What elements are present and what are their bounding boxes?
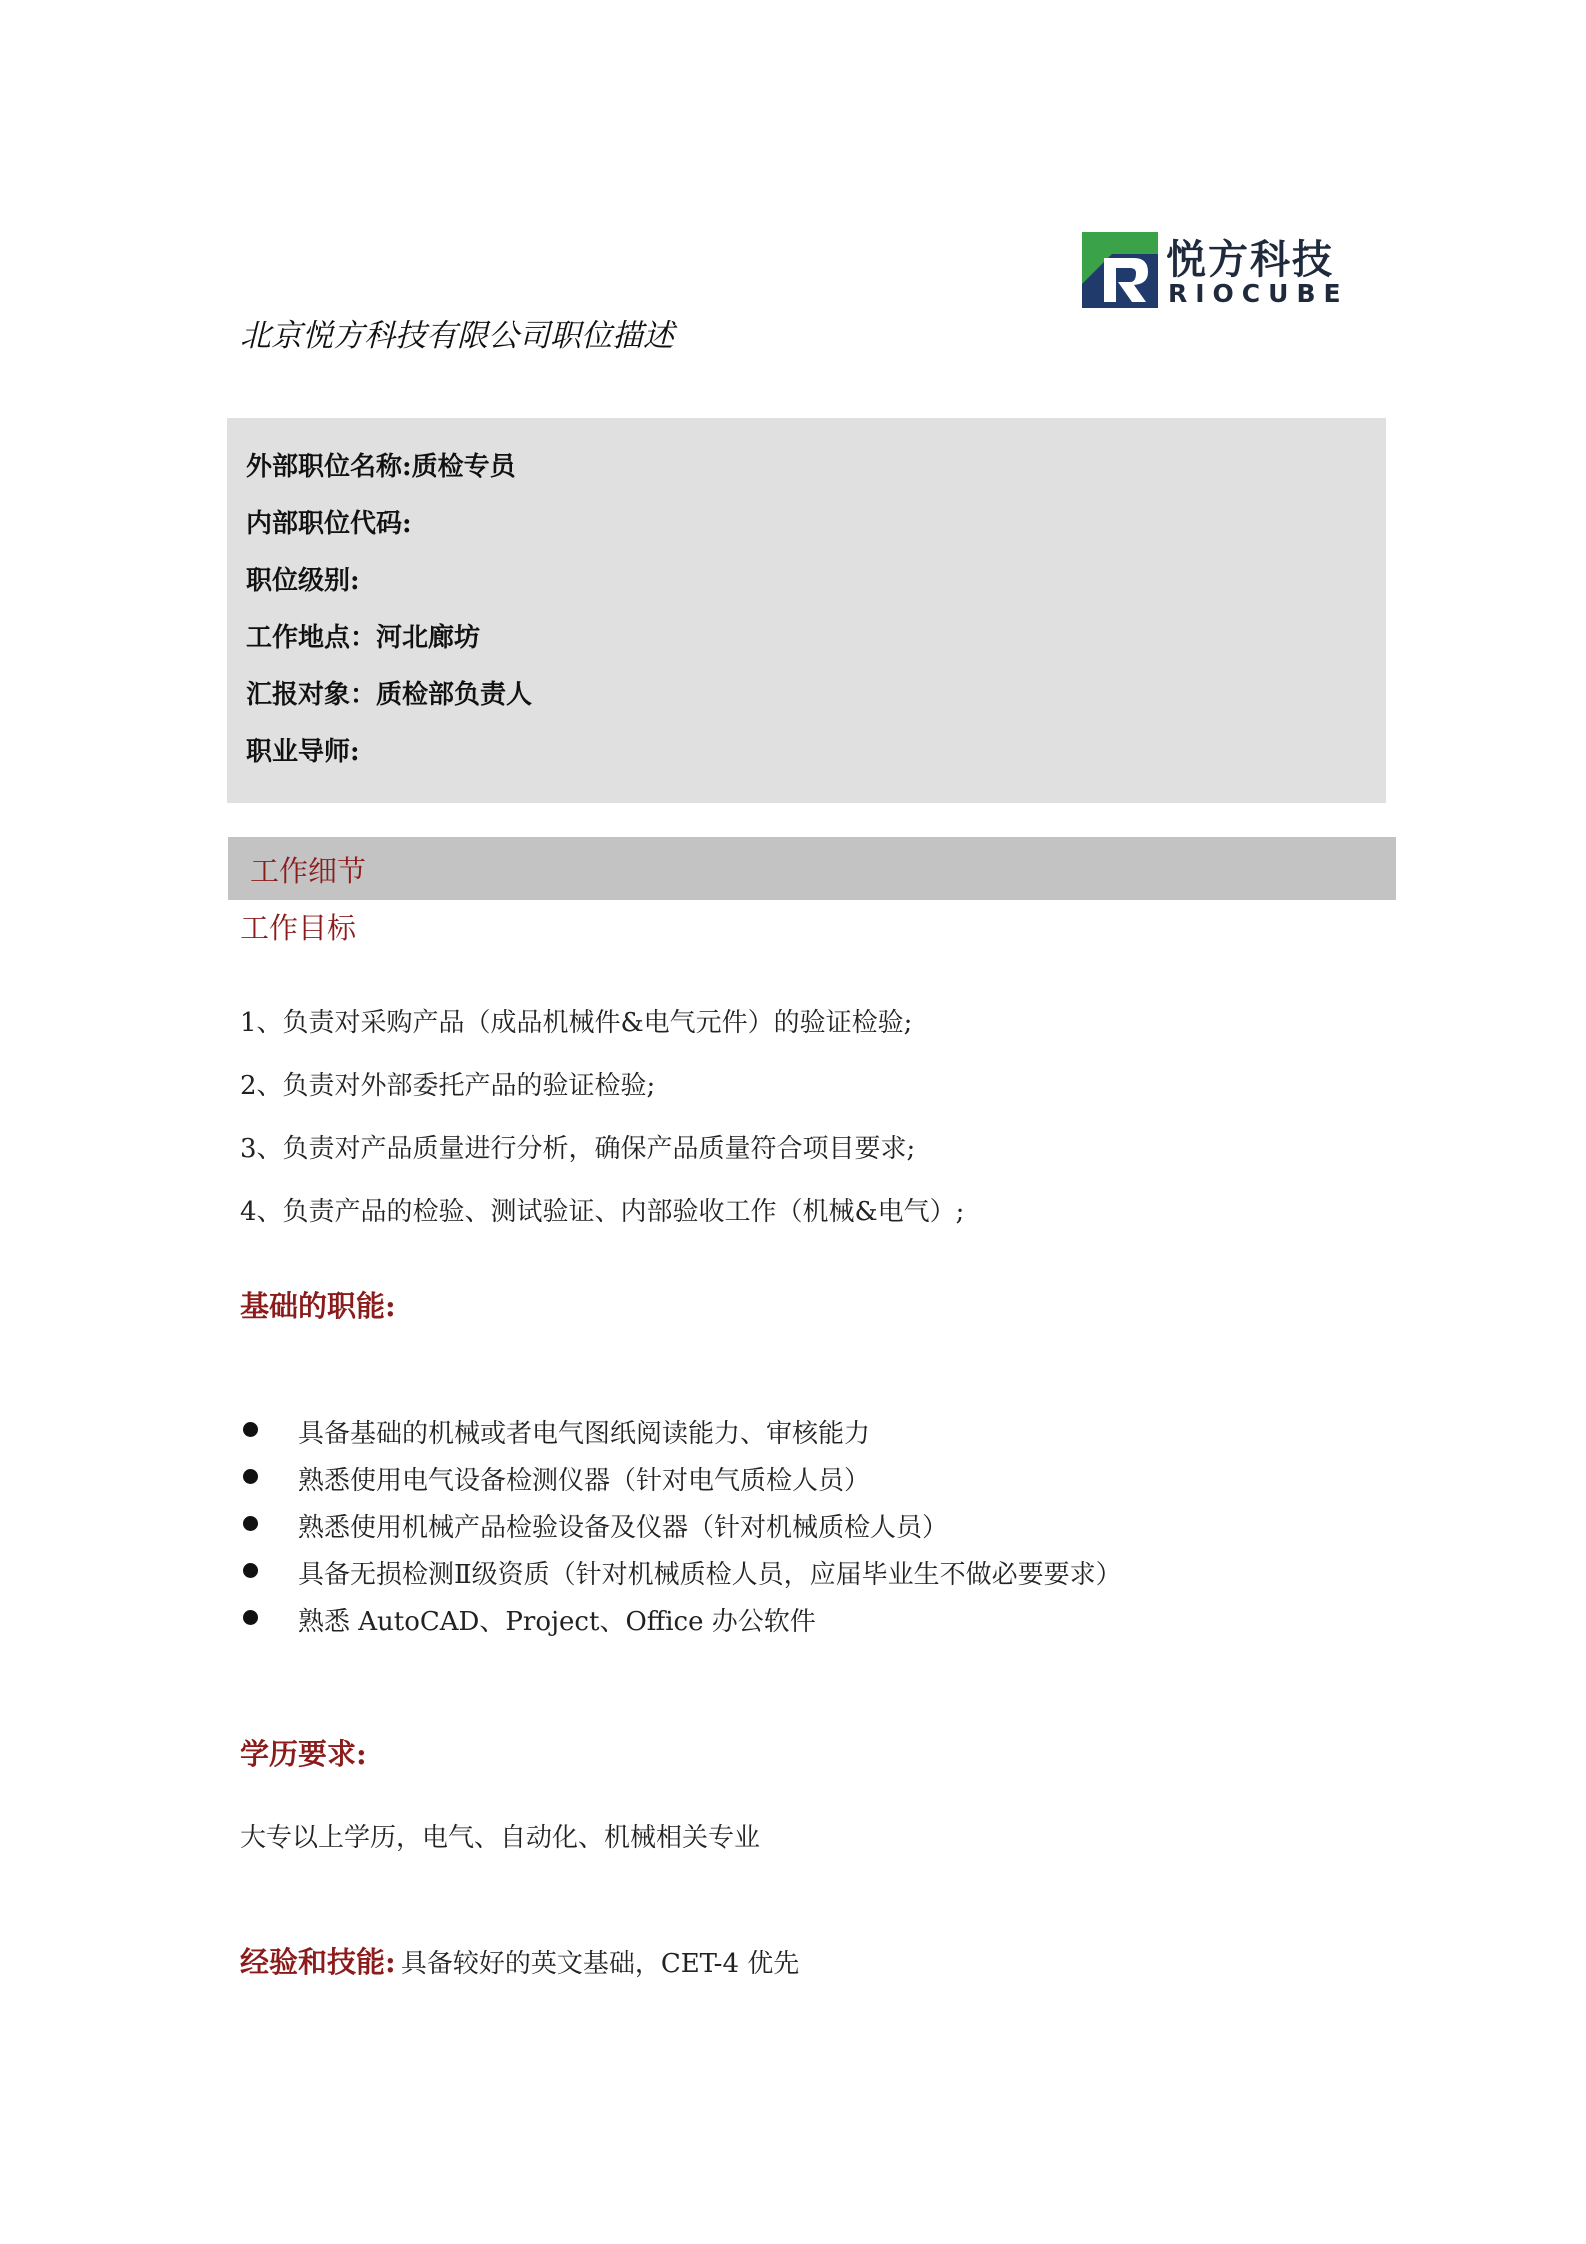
info-label: 职业导师: — [246, 737, 360, 767]
bullet-icon — [243, 1422, 258, 1437]
skill-text: 熟悉使用电气设备检测仪器（针对电气质检人员） — [298, 1466, 871, 1496]
document-title: 北京悦方科技有限公司职位描述 — [240, 318, 674, 354]
skill-text: 具备基础的机械或者电气图纸阅读能力、审核能力 — [298, 1419, 871, 1449]
info-label: 汇报对象： — [246, 680, 377, 710]
bullet-icon — [243, 1563, 258, 1578]
info-row-location — [246, 617, 480, 654]
skill-text: 熟悉使用机械产品检验设备及仪器（针对机械质检人员） — [298, 1513, 949, 1543]
info-row-mentor — [246, 731, 360, 768]
bullet-icon — [243, 1610, 258, 1625]
experience-text: 具备较好的英文基础，CET-4 优先 — [400, 1949, 800, 1979]
logo-english-name: RIOCUBE — [1168, 279, 1349, 308]
skill-text: 具备无损检测Ⅱ级资质（针对机械质检人员，应届毕业生不做必要要求） — [298, 1560, 1122, 1590]
section-header-work-details — [228, 837, 1396, 900]
experience-heading: 经验和技能: — [240, 1945, 396, 1979]
goal-item: 1、负责对采购产品（成品机械件&电气元件）的验证检验; — [240, 1008, 913, 1038]
logo-chinese-name: 悦方科技 — [1166, 237, 1334, 283]
goal-item: 4、负责产品的检验、测试验证、内部验收工作（机械&电气）; — [240, 1197, 965, 1227]
info-row-level — [246, 560, 360, 597]
job-info-box — [227, 418, 1386, 803]
info-value: 质检部负责人 — [376, 680, 533, 710]
info-row-internal-code — [246, 503, 412, 540]
skill-text: 熟悉 AutoCAD、Project、Office 办公软件 — [298, 1607, 816, 1637]
skills-heading: 基础的职能: — [240, 1289, 396, 1323]
info-row-external-title — [246, 446, 516, 483]
riocube-logo-mark — [1082, 232, 1158, 308]
info-value: 河北廊坊 — [376, 623, 481, 653]
info-row-report-to — [246, 674, 532, 711]
education-text: 大专以上学历，电气、自动化、机械相关专业 — [240, 1823, 761, 1853]
education-heading: 学历要求: — [240, 1737, 367, 1771]
section-header-label: 工作细节 — [250, 854, 367, 888]
company-logo — [1082, 232, 1357, 310]
experience-line — [240, 1940, 799, 1981]
bullet-icon — [243, 1469, 258, 1484]
info-label: 职位级别: — [246, 566, 360, 596]
goal-item: 2、负责对外部委托产品的验证检验; — [240, 1071, 656, 1101]
info-value: 质检专员 — [411, 452, 516, 482]
info-label: 外部职位名称: — [246, 452, 412, 482]
goals-heading: 工作目标 — [240, 911, 357, 945]
info-label: 内部职位代码: — [246, 509, 412, 539]
goal-item: 3、负责对产品质量进行分析，确保产品质量符合项目要求; — [240, 1134, 916, 1164]
bullet-icon — [243, 1516, 258, 1531]
info-label: 工作地点： — [246, 623, 377, 653]
